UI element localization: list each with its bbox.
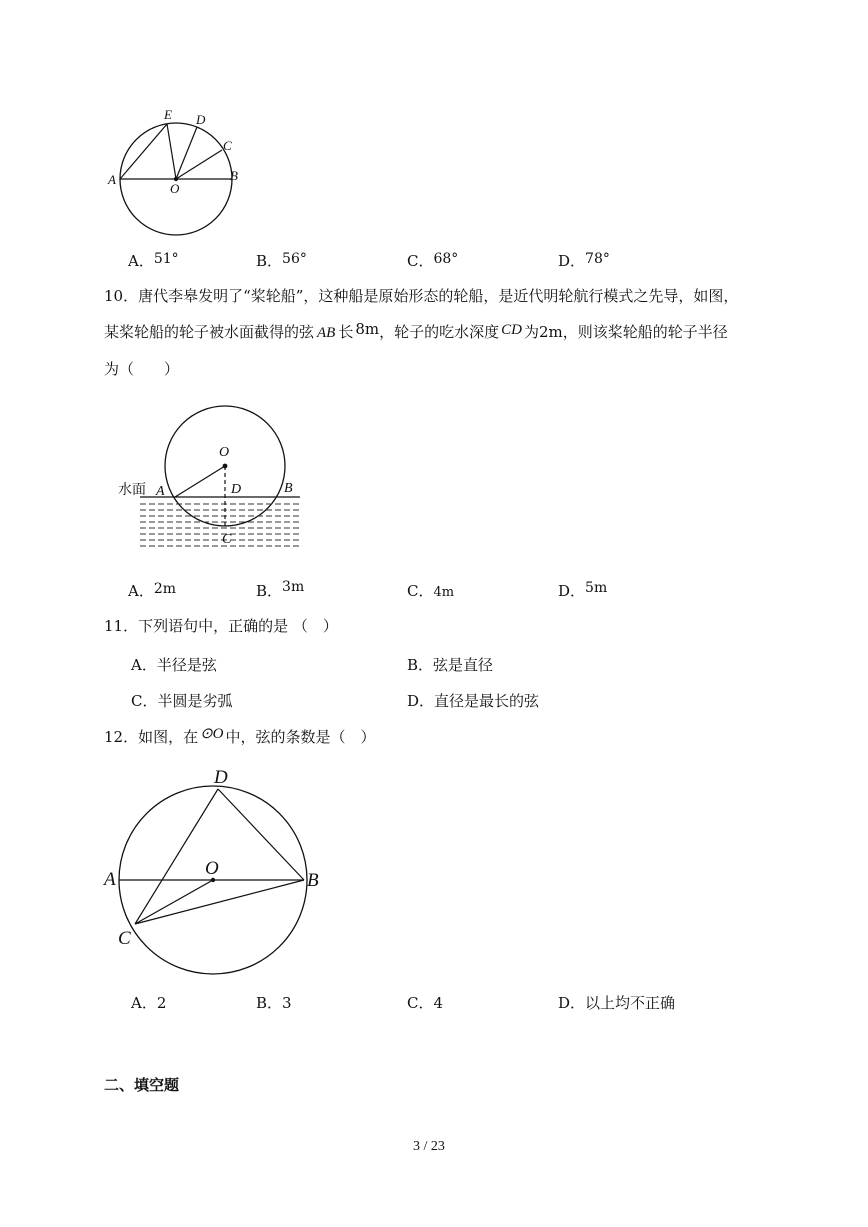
q10-stem-line1: 10．唐代李皋发明了“桨轮船”，这种船是原始形态的轮船，是近代明轮航行模式之先导，如图， xyxy=(104,287,739,305)
q10-label-d: D xyxy=(231,482,242,497)
q10-option-b[interactable]: B．3m xyxy=(256,579,305,600)
section-title: 二、填空题 xyxy=(104,1076,180,1094)
q9-option-b[interactable]: B．56° xyxy=(256,251,307,270)
q9-label-e: E xyxy=(164,107,172,122)
q12-option-a[interactable]: A．2 xyxy=(131,994,167,1012)
q12-label-a: A xyxy=(104,869,116,890)
q10-option-a[interactable]: A．2m xyxy=(128,581,177,600)
q10-stem-line2: 某桨轮船的轮子被水面截得的弦 AB 长 8m，轮子的吃水深度 CD 为2m，则该桨轮船的轮子半径 xyxy=(104,320,728,341)
q11-option-c[interactable]: C．半圆是劣弧 xyxy=(131,692,233,710)
q12-label-c: C xyxy=(118,928,131,949)
q10-label-c: C xyxy=(222,532,232,547)
q11-option-d[interactable]: D．直径是最长的弦 xyxy=(407,692,540,710)
q9-label-a: A xyxy=(108,172,116,187)
q9-option-d[interactable]: D．78° xyxy=(558,251,610,270)
q9-label-c: C xyxy=(223,138,232,153)
q11-stem: 11．下列语句中，正确的是 （ ） xyxy=(104,617,338,635)
q12-option-c[interactable]: C．4 xyxy=(407,994,444,1012)
q10-label-b: B xyxy=(284,481,293,496)
q9-label-o: O xyxy=(170,181,180,196)
q10-label-a: A xyxy=(156,484,165,499)
q10-figure xyxy=(112,398,312,563)
q12-label-d: D xyxy=(214,767,228,788)
q10-water-label: 水面 xyxy=(118,482,146,498)
q12-option-b[interactable]: B．3 xyxy=(256,994,292,1012)
q9-figure xyxy=(105,102,265,242)
q12-option-d[interactable]: D．以上均不正确 xyxy=(558,994,676,1012)
q11-option-a[interactable]: A．半径是弦 xyxy=(131,656,217,674)
q9-option-c[interactable]: C．68° xyxy=(407,251,459,270)
q10-label-o: O xyxy=(219,445,230,460)
q12-label-o: O xyxy=(205,858,219,879)
q12-label-b: B xyxy=(307,870,319,891)
page-number: 3 / 23 xyxy=(413,1139,445,1154)
q9-option-a[interactable]: A．51° xyxy=(128,251,179,270)
q10-option-d[interactable]: D．5m xyxy=(558,580,608,600)
q9-label-b: B xyxy=(230,168,238,183)
q12-stem: 12．如图，在 ⊙O 中，弦的条数是（ ） xyxy=(104,726,376,746)
q10-stem-line3: 为（ ） xyxy=(104,360,180,378)
q9-label-d: D xyxy=(196,112,206,127)
q12-figure xyxy=(100,764,340,974)
q10-option-c[interactable]: C．4m xyxy=(407,582,455,600)
q11-option-b[interactable]: B．弦是直径 xyxy=(407,656,494,674)
